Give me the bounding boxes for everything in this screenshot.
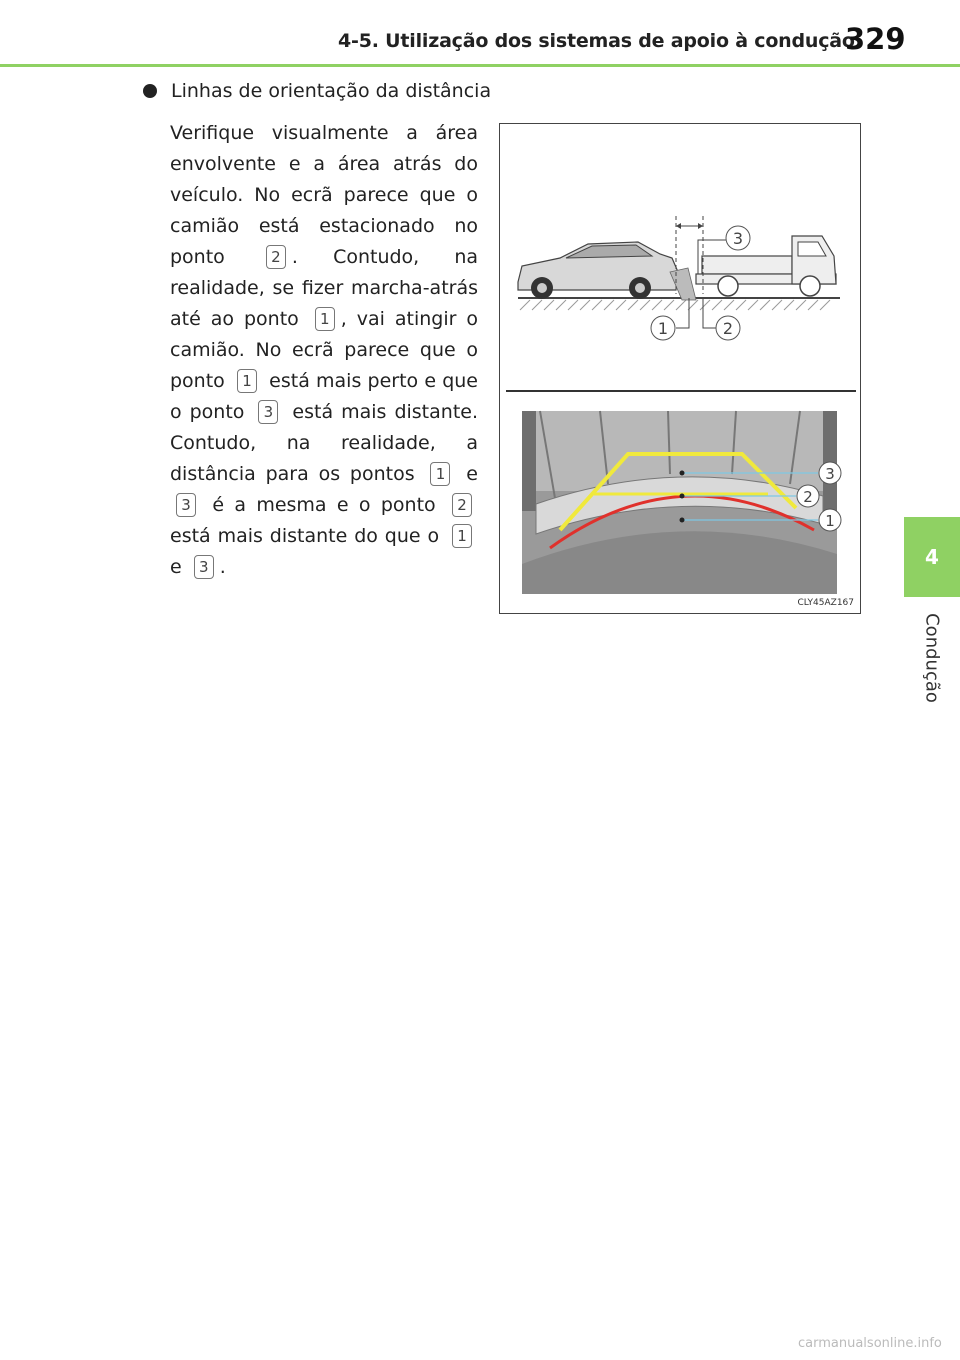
paragraph-text: Verifique visualmente a área envolvente e a área atrás do veículo. No ecrã parece que o camião está estacionado no ponto — [170, 122, 478, 268]
paragraph-text: . Contudo, na realidade, se fizer marcha-atrás até ao ponto — [170, 246, 479, 330]
bullet-icon — [143, 84, 157, 98]
paragraph-text: está mais perto e que o ponto — [170, 370, 478, 423]
callout-bottom-3 — [819, 462, 841, 484]
reference-number: 3 — [176, 493, 196, 517]
figure-code: CLY45AZ167 — [797, 598, 854, 608]
chapter-number: 4 — [925, 545, 939, 569]
reference-number: 1 — [237, 369, 257, 393]
callout-bottom-2 — [797, 485, 819, 507]
paragraph-text: , vai atingir o camião. No ecrã parece que o ponto — [170, 308, 478, 392]
paragraph-text: está mais distante do que o — [170, 525, 446, 547]
svg-text:1: 1 — [825, 512, 835, 530]
camera-view-scene — [522, 411, 841, 594]
distance-guide-figure — [499, 123, 861, 614]
truck-icon — [696, 236, 836, 296]
section-heading — [143, 80, 491, 102]
callout-bottom-1 — [819, 509, 841, 531]
svg-text:2: 2 — [803, 488, 813, 506]
heading-text: Linhas de orientação da distância — [171, 80, 492, 102]
reference-number: 1 — [452, 524, 472, 548]
reference-number: 1 — [315, 307, 335, 331]
chapter-tab — [904, 517, 960, 597]
paragraph-text: está mais distante. Contudo, na realidade, a distância para os pontos — [170, 401, 478, 485]
reference-number: 2 — [452, 493, 472, 517]
svg-text:3: 3 — [732, 229, 744, 248]
svg-text:2: 2 — [722, 319, 734, 338]
reference-number: 3 — [194, 555, 214, 579]
reference-number: 2 — [266, 245, 286, 269]
figure-illustration — [500, 124, 862, 615]
side-view-scene — [518, 216, 840, 340]
callout-top-3 — [726, 226, 750, 250]
body-paragraph — [170, 118, 478, 583]
header-rule — [0, 64, 960, 67]
chapter-label: Condução — [921, 613, 943, 703]
svg-text:1: 1 — [657, 319, 669, 338]
reference-number: 3 — [258, 400, 278, 424]
reference-number: 1 — [430, 462, 450, 486]
callout-top-2 — [716, 316, 740, 340]
page-number: 329 — [845, 22, 906, 56]
watermark: carmanualsonline.info — [798, 1336, 942, 1351]
svg-text:3: 3 — [825, 465, 835, 483]
paragraph-text: e — [170, 556, 188, 578]
callout-top-1 — [651, 316, 675, 340]
paragraph-text: . — [219, 556, 226, 578]
paragraph-text: e — [456, 463, 478, 485]
paragraph-text: é a mesma e o ponto — [202, 494, 446, 516]
section-title: 4-5. Utilização dos sistemas de apoio à condução — [338, 30, 855, 52]
